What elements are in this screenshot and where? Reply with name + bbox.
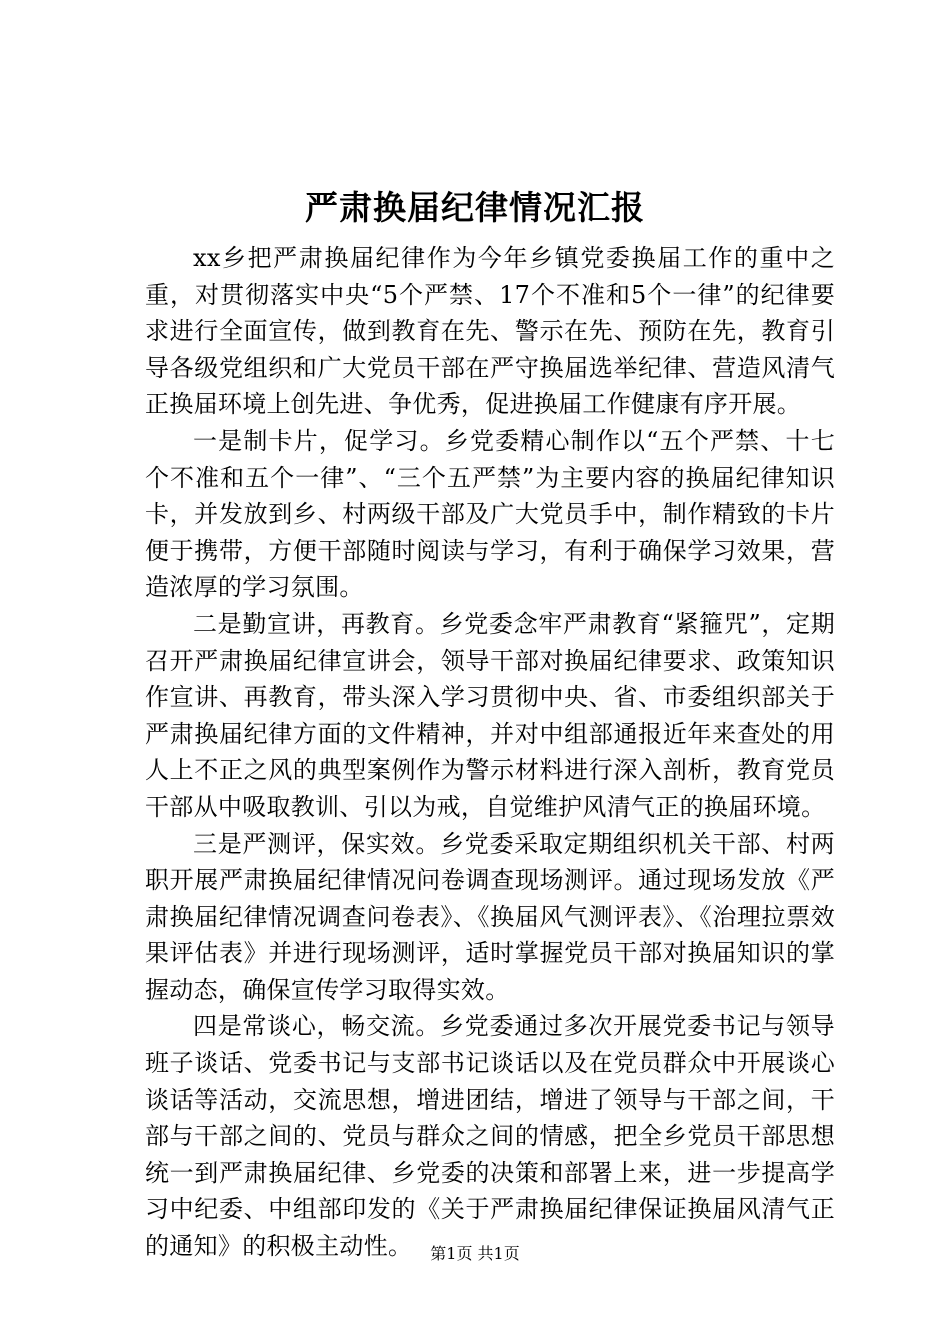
paragraph-evaluation: 三是严测评，保实效。乡党委采取定期组织机关干部、村两职开展严肃换届纪律情况问卷调查现场测评。通过现场发放《严肃换届纪律情况调查问卷表》、《换届风气测评表》、《治理拉票效果评估表》并进行现场测评，适时掌握党员干部对换届知识的掌握动态，确保宣传学习取得实效。 (145, 829, 835, 1004)
paragraph-lectures: 二是勤宣讲，再教育。乡党委念牢严肃教育“紧箍咒”，定期召开严肃换届纪律宣讲会，领导干部对换届纪律要求、政策知识作宣讲、再教育，带头深入学习贯彻中央、省、市委组织部关于严肃换届纪律方面的文件精神，并对中组部通报近年来查处的用人上不正之风的典型案例作为警示材料进行深入剖析，教育党员干部从中吸取教训、引以为戒，自觉维护风清气正的换届环境。 (145, 609, 835, 821)
document-body (145, 240, 835, 1265)
intro-paragraph: xx乡把严肃换届纪律作为今年乡镇党委换届工作的重中之重，对贯彻落实中央“5个严禁、17个不准和5个一律”的纪律要求进行全面宣传，做到教育在先、警示在先、预防在先，教育引导各级党组织和广大党员干部在严守换届选举纪律、营造风清气正换届环境上创先进、争优秀，促进换届工作健康有序开展。 (145, 244, 835, 419)
paragraph-communication: 四是常谈心，畅交流。乡党委通过多次开展党委书记与领导班子谈话、党委书记与支部书记谈话以及在党员群众中开展谈心谈话等活动，交流思想，增进团结，增进了领导与干部之间，干部与干部之间的、党员与群众之间的情感，把全乡党员干部思想统一到严肃换届纪律、乡党委的决策和部署上来，进一步提高学习中纪委、中组部印发的《关于严肃换届纪律保证换届风清气正的通知》的积极主动性。 (145, 1012, 835, 1261)
page-number-footer: 第1页 共1页 (430, 1244, 520, 1263)
paragraph-study-cards: 一是制卡片，促学习。乡党委精心制作以“五个严禁、十七个不准和五个一律”、“三个五严禁”为主要内容的换届纪律知识卡，并发放到乡、村两级干部及广大党员手中，制作精致的卡片便于携带，方便干部随时阅读与学习，有利于确保学习效果，营造浓厚的学习氛围。 (145, 426, 835, 602)
page-title: 严肃换届纪律情况汇报 (305, 188, 645, 227)
